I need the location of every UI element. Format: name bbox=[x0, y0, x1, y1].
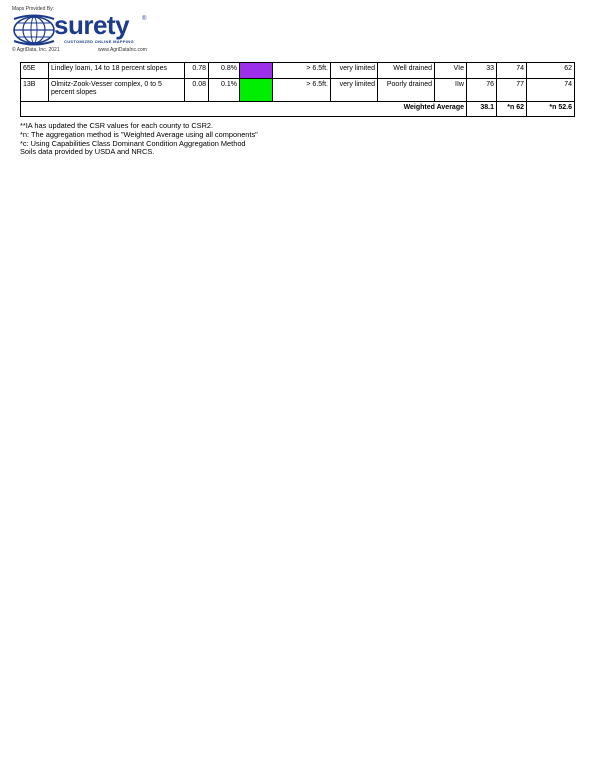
soil-percent: 0.1% bbox=[209, 79, 240, 102]
soil-drainage: Well drained bbox=[378, 63, 435, 79]
weighted-average-row bbox=[21, 102, 575, 117]
logo-registered-mark: ® bbox=[142, 16, 147, 22]
soil-acres: 0.78 bbox=[185, 63, 209, 79]
soil-csr2: 76 bbox=[467, 79, 497, 102]
logo-tagline: CUSTOMIZED ONLINE MAPPING bbox=[64, 39, 134, 44]
soil-water-table: > 6.5ft. bbox=[273, 79, 331, 102]
table-row bbox=[21, 63, 575, 79]
footnote-source: Soils data provided by USDA and NRCS. bbox=[20, 147, 155, 157]
weighted-average-value-c: *n 52.6 bbox=[527, 102, 575, 117]
soil-drainage: Poorly drained bbox=[378, 79, 435, 102]
globe-icon bbox=[12, 14, 56, 46]
logo-brand-text: surety bbox=[54, 10, 130, 40]
weighted-average-label: Weighted Average bbox=[21, 102, 467, 117]
soil-percent: 0.8% bbox=[209, 63, 240, 79]
soil-description: Lindley loam, 14 to 18 percent slopes bbox=[49, 63, 185, 79]
soil-limitation: very limited bbox=[331, 63, 378, 79]
soil-acres: 0.08 bbox=[185, 79, 209, 102]
soil-value-b: 74 bbox=[497, 63, 527, 79]
soil-capability: VIe bbox=[435, 63, 467, 79]
weighted-average-value-b: *n 62 bbox=[497, 102, 527, 117]
soil-value-b: 77 bbox=[497, 79, 527, 102]
soil-description: Olmitz-Zook-Vesser complex, 0 to 5 percent slopes bbox=[49, 79, 185, 102]
soil-capability: IIw bbox=[435, 79, 467, 102]
footnote-capability: *c: Using Capabilities Class Dominant Condition Aggregation Method bbox=[20, 138, 246, 148]
soil-color-swatch bbox=[240, 79, 273, 102]
soil-water-table: > 6.5ft. bbox=[273, 63, 331, 79]
soil-code: 65E bbox=[21, 63, 49, 79]
soils-table bbox=[20, 62, 575, 117]
weighted-average-csr2: 38.1 bbox=[467, 102, 497, 117]
logo-copyright: © AgriData, Inc. 2021 bbox=[12, 47, 60, 53]
footnote-csr2: **IA has updated the CSR values for each county to CSR2. bbox=[20, 121, 214, 130]
soil-color-swatch bbox=[240, 63, 273, 79]
footnotes bbox=[20, 122, 258, 157]
logo-provided-by: Maps Provided By: bbox=[12, 6, 54, 12]
soil-limitation: very limited bbox=[331, 79, 378, 102]
soil-value-c: 62 bbox=[527, 63, 575, 79]
footnote-aggregation: *n: The aggregation method is "Weighted Average using all components" bbox=[20, 129, 258, 139]
soil-code: 13B bbox=[21, 79, 49, 102]
soil-value-c: 74 bbox=[527, 79, 575, 102]
surety-logo bbox=[8, 6, 158, 56]
table-row bbox=[21, 79, 575, 102]
soil-csr2: 33 bbox=[467, 63, 497, 79]
logo-website: www.AgriDataInc.com bbox=[98, 47, 147, 53]
